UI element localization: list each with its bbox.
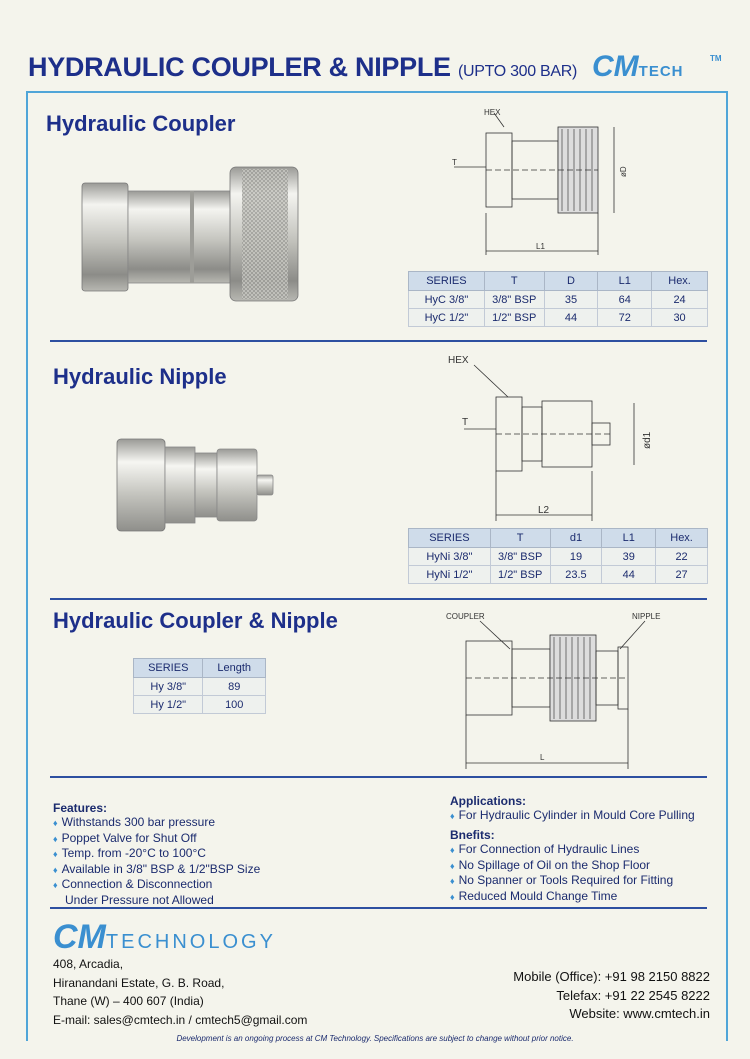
section-divider [50, 598, 707, 600]
nipple-spec-table [408, 528, 708, 584]
pair-l-label: L [540, 753, 545, 762]
table-header-row: SERIES T D L1 Hex. [409, 272, 708, 291]
nipple-photo [115, 435, 280, 535]
nipple-l2-label: L2 [538, 505, 550, 516]
nipple-t-label: T [462, 417, 469, 428]
section-divider [50, 340, 707, 342]
features-list [53, 815, 260, 908]
list-item: ♦ For Hydraulic Cylinder in Mould Core Pulling [450, 808, 695, 824]
list-item: ♦ No Spillage of Oil on the Shop Floor [450, 858, 673, 874]
section-divider [50, 907, 707, 909]
coupler-heading: Hydraulic Coupler [46, 111, 236, 136]
nipple-diagram [444, 353, 684, 523]
coupler-spec-table [408, 271, 708, 327]
coupler-hex-label: HEX [484, 108, 501, 117]
coupler-d-label: øD [619, 166, 628, 177]
pair-coupler-label: COUPLER [446, 612, 485, 621]
list-item: ♦ Withstands 300 bar pressure [53, 815, 260, 831]
page-subtitle: (UPTO 300 BAR) [457, 63, 578, 80]
table-row: HyNi 1/2" 1/2" BSP 23.5 44 27 [409, 566, 708, 584]
benefits-title: Bnefits: [450, 828, 495, 842]
features-title: Features: [53, 801, 108, 815]
table-row: HyC 3/8" 3/8" BSP 35 64 24 [409, 291, 708, 309]
nipple-hex-label: HEX [448, 355, 469, 366]
website-line: Website: www.cmtech.in [569, 1006, 710, 1021]
pair-heading: Hydraulic Coupler & Nipple [53, 608, 338, 633]
coupler-diagram [444, 105, 684, 260]
table-row: Hy 1/2" 100 [134, 696, 266, 714]
coupler-l1-label: L1 [536, 242, 545, 251]
coupler-t-label: T [452, 158, 457, 167]
coupler-photo [80, 165, 302, 305]
list-item: ♦ Temp. from -20°C to 100°C [53, 846, 260, 862]
cm-technology-logo: CMTECHNOLOGY [53, 918, 276, 956]
list-item: ♦ No Spanner or Tools Required for Fitting [450, 873, 673, 889]
pair-diagram [440, 603, 690, 773]
cmtech-logo: CMTECH TM [592, 50, 722, 83]
list-item: ♦ Available in 3/8" BSP & 1/2"BSP Size [53, 862, 260, 878]
list-item: ♦ Connection & Disconnection [53, 877, 260, 893]
table-header-row: SERIES Length [134, 659, 266, 678]
table-header-row: SERIES T d1 L1 Hex. [409, 529, 708, 548]
company-contact [513, 968, 710, 1024]
applications-title: Applications: [450, 794, 527, 808]
applications-list [450, 808, 695, 824]
telefax-line: Telefax: +91 22 2545 8222 [556, 987, 710, 1003]
email-line: E-mail: sales@cmtech.in / cmtech5@gmail.com [53, 1012, 308, 1027]
list-item-continuation: Under Pressure not Allowed [65, 892, 214, 907]
section-divider [50, 776, 707, 778]
pair-nipple-label: NIPPLE [632, 612, 661, 621]
table-row: HyC 1/2" 1/2" BSP 44 72 30 [409, 309, 708, 327]
list-item: ♦ For Connection of Hydraulic Lines [450, 842, 673, 858]
pair-spec-table [133, 658, 266, 714]
benefits-list [450, 842, 673, 904]
list-item: ♦ Reduced Mould Change Time [450, 889, 673, 905]
trademark-mark: TM [710, 54, 722, 63]
table-row: HyNi 3/8" 3/8" BSP 19 39 22 [409, 548, 708, 566]
mobile-line: Mobile (Office): +91 98 2150 8822 [513, 969, 710, 984]
list-item: ♦ Poppet Valve for Shut Off [53, 831, 260, 847]
disclaimer: Development is an ongoing process at CM Technology. Specifications are subject to change without prior notice. [176, 1034, 574, 1043]
nipple-d1-label: ød1 [642, 431, 653, 449]
company-address: 408, Arcadia, Hiranandani Estate, G. B. Road, Thane (W) – 400 607 (India) E-mail: sales@cmtech.in / cmtech5@gmail.com [53, 955, 307, 1029]
page-title: HYDRAULIC COUPLER & NIPPLE (UPTO 300 BAR) [28, 52, 578, 82]
table-row: Hy 3/8" 89 [134, 678, 266, 696]
nipple-heading: Hydraulic Nipple [53, 364, 227, 389]
